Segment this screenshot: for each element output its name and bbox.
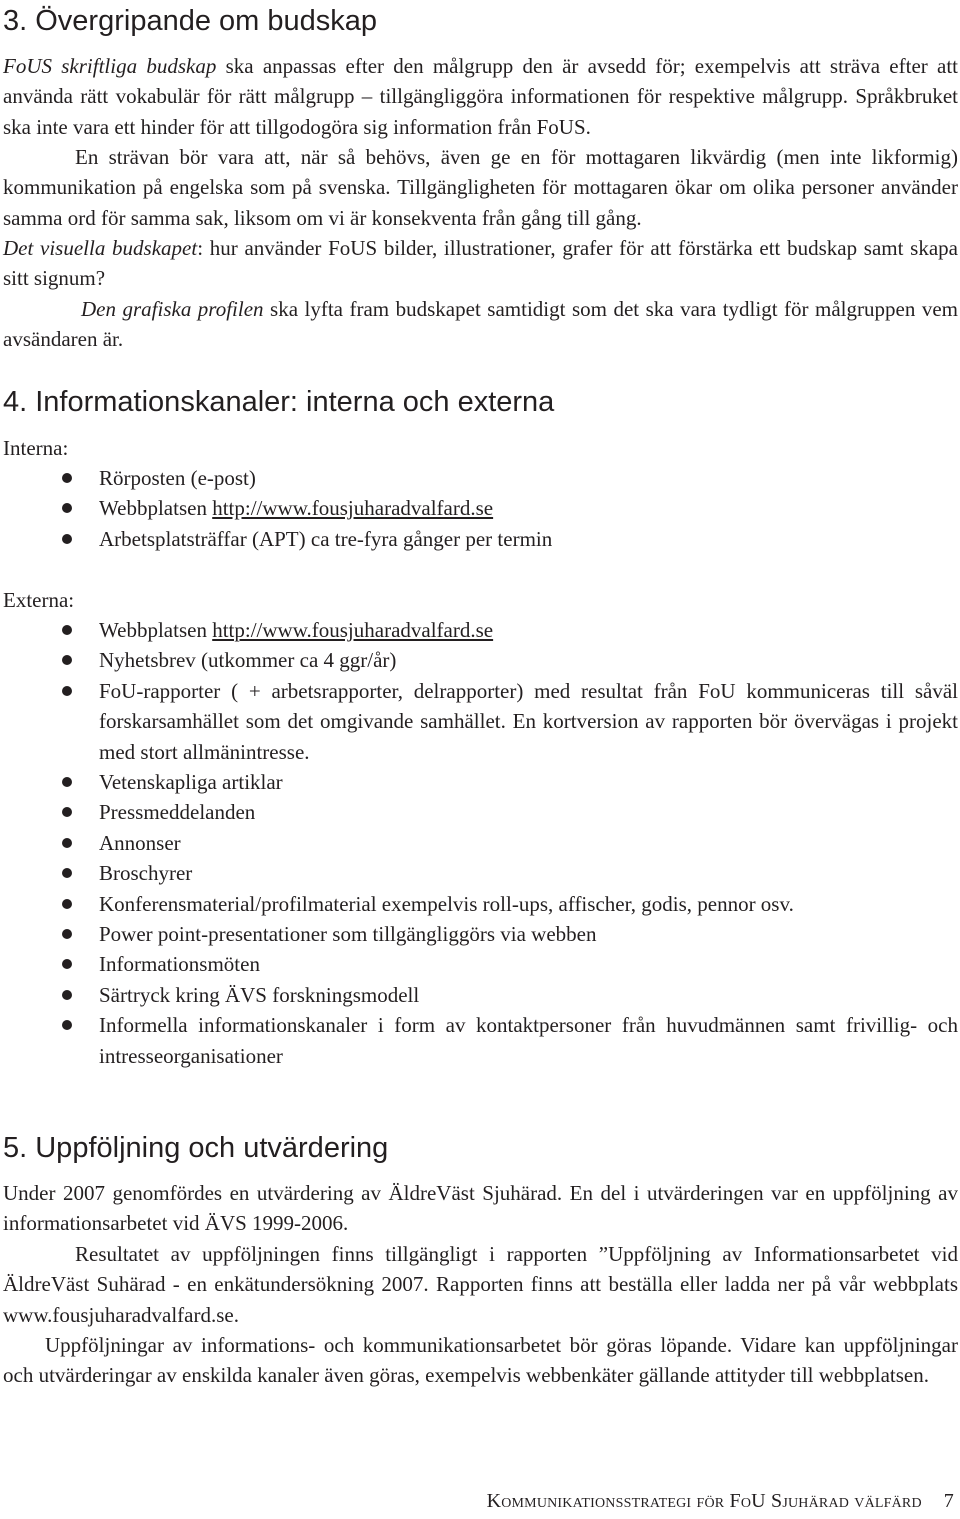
- list-item: [0, 463, 960, 493]
- bullet-icon: [62, 686, 72, 696]
- page-number: 7: [943, 1490, 954, 1512]
- list-item-text: Informationsmöten: [99, 952, 260, 977]
- page-footer: [487, 1489, 954, 1513]
- bullet-icon: [62, 473, 72, 483]
- section-4-heading: 4. Informationskanaler: interna och externa: [3, 386, 555, 418]
- list-item: [0, 858, 960, 888]
- list-item: [0, 828, 960, 858]
- bullet-icon: [62, 868, 72, 878]
- internal-channels-list: [0, 463, 960, 554]
- internal-label: Interna:: [3, 436, 69, 460]
- section-5-heading: 5. Uppföljning och utvärdering: [3, 1132, 389, 1164]
- list-item: [0, 767, 960, 797]
- list-item: [0, 645, 960, 675]
- list-item-text: Webbplatsen: [99, 496, 213, 521]
- section-3-paragraph-2: En strävan bör vara att, när så behövs, även ge en för mottagaren likvärdig (men inte likformig) kommunikation på engelska som på svenska. Tillgängligheten för mottagaren ökar om olika personer använder samma ord för samma sak, liksom om vi är konsekventa från gång till gång.: [3, 145, 958, 230]
- section-3-paragraph-1: [3, 51, 958, 142]
- list-item-text: Broschyrer: [99, 861, 193, 886]
- bullet-icon: [62, 807, 72, 817]
- list-item-text: Power point-presentationer som tillgängliggörs via webben: [99, 922, 597, 947]
- list-item-text: FoU-rapporter ( + arbetsrapporter, delrapporter) med resultat från FoU kommuniceras till såväl forskarsamhället som det omgivande samhället. En kortversion av rapporten bör övervägas i projekt med stort allmänintresse.: [99, 678, 958, 764]
- website-link[interactable]: http://www.fousjuharadvalfard.se: [212, 496, 494, 521]
- paragraph-text: ska anpassas efter den målgrupp den är avsedd för; exempelvis att sträva efter att använda rätt vokabulär för rätt målgrupp – tillgängliggöra informationen för respektive målgrupp. Språkbruket ska inte vara ett hinder för att tillgodogöra sig information från FoUS.: [3, 54, 959, 139]
- paragraph-text: : hur använder FoUS bilder, illustrationer, grafer för att förstärka ett budskap samt skapa sitt signum?: [3, 236, 958, 291]
- list-item-text: Webbplatsen: [99, 618, 213, 642]
- bullet-icon: [62, 534, 72, 544]
- list-item-text: Pressmeddelanden: [99, 800, 256, 825]
- emphasis-graphic-profile: Den grafiska profilen: [81, 297, 264, 321]
- list-item-text: Annonser: [99, 830, 181, 855]
- bullet-icon: [62, 777, 72, 787]
- list-item: [0, 493, 960, 523]
- section-5-paragraph-2: Resultatet av uppföljningen finns tillgängligt i rapporten ”Uppföljning av Informationsarbetet vid ÄldreVäst Suhärad - en enkätundersökning 2007. Rapporten finns att beställa eller ladda ner på vår webbplats www.fousjuharadvalfard.se.: [3, 1242, 958, 1327]
- footer-title: Kommunikationsstrategi för FoU Sjuhärad välfärd: [486, 1490, 922, 1512]
- external-channels-list: [0, 615, 960, 1071]
- website-link[interactable]: http://www.fousjuharadvalfard.se: [212, 618, 494, 642]
- emphasis-written-message: FoUS skriftliga budskap: [3, 54, 217, 78]
- list-item: [0, 615, 960, 645]
- bullet-icon: [62, 1020, 72, 1030]
- external-label: Externa:: [3, 588, 75, 612]
- list-item: [0, 919, 960, 949]
- paragraph-text: ska lyfta fram budskapet samtidigt som det ska vara tydligt för målgruppen vem avsändaren är.: [3, 297, 958, 352]
- list-item: [0, 676, 960, 767]
- list-item: [0, 980, 960, 1010]
- section-5-paragraph-3: Uppföljningar av informations- och kommunikationsarbetet bör göras löpande. Vidare kan uppföljningar och utvärderingar av enskilda kanaler även göras, exempelvis webbenkäter gällande attityder till webbplatsen.: [3, 1333, 958, 1388]
- list-item-text: Informella informationskanaler i form av kontaktpersoner från huvudmännen samt frivillig- och intresseorganisationer: [99, 1013, 958, 1068]
- bullet-icon: [62, 655, 72, 665]
- bullet-icon: [62, 838, 72, 848]
- section-3-paragraph-4: [3, 294, 958, 355]
- list-item-text: Arbetsplatsträffar (APT) ca tre-fyra gånger per termin: [99, 526, 553, 551]
- bullet-icon: [62, 899, 72, 909]
- bullet-icon: [62, 503, 72, 513]
- list-item-text: Konferensmaterial/profilmaterial exempelvis roll-ups, affischer, godis, pennor osv.: [99, 891, 794, 916]
- section-3-paragraph-3: [3, 233, 958, 294]
- bullet-icon: [62, 929, 72, 939]
- list-item: [0, 949, 960, 979]
- section-3-heading: 3. Övergripande om budskap: [3, 5, 377, 37]
- list-item: [0, 889, 960, 919]
- emphasis-visual-message: Det visuella budskapet: [3, 236, 198, 260]
- bullet-icon: [62, 990, 72, 1000]
- list-item-text: Vetenskapliga artiklar: [99, 770, 283, 795]
- list-item-text: Rörposten (e-post): [99, 466, 256, 490]
- list-item-text: Nyhetsbrev (utkommer ca 4 ggr/år): [99, 648, 397, 673]
- bullet-icon: [62, 959, 72, 969]
- list-item: [0, 524, 960, 554]
- list-item: [0, 1010, 960, 1071]
- bullet-icon: [62, 625, 72, 635]
- list-item: [0, 797, 960, 827]
- section-5-paragraph-1: Under 2007 genomfördes en utvärdering av ÄldreVäst Sjuhärad. En del i utvärderingen var en uppföljning av informationsarbetet vid ÄVS 1999-2006.: [3, 1181, 958, 1236]
- list-item-text: Särtryck kring ÄVS forskningsmodell: [99, 982, 420, 1007]
